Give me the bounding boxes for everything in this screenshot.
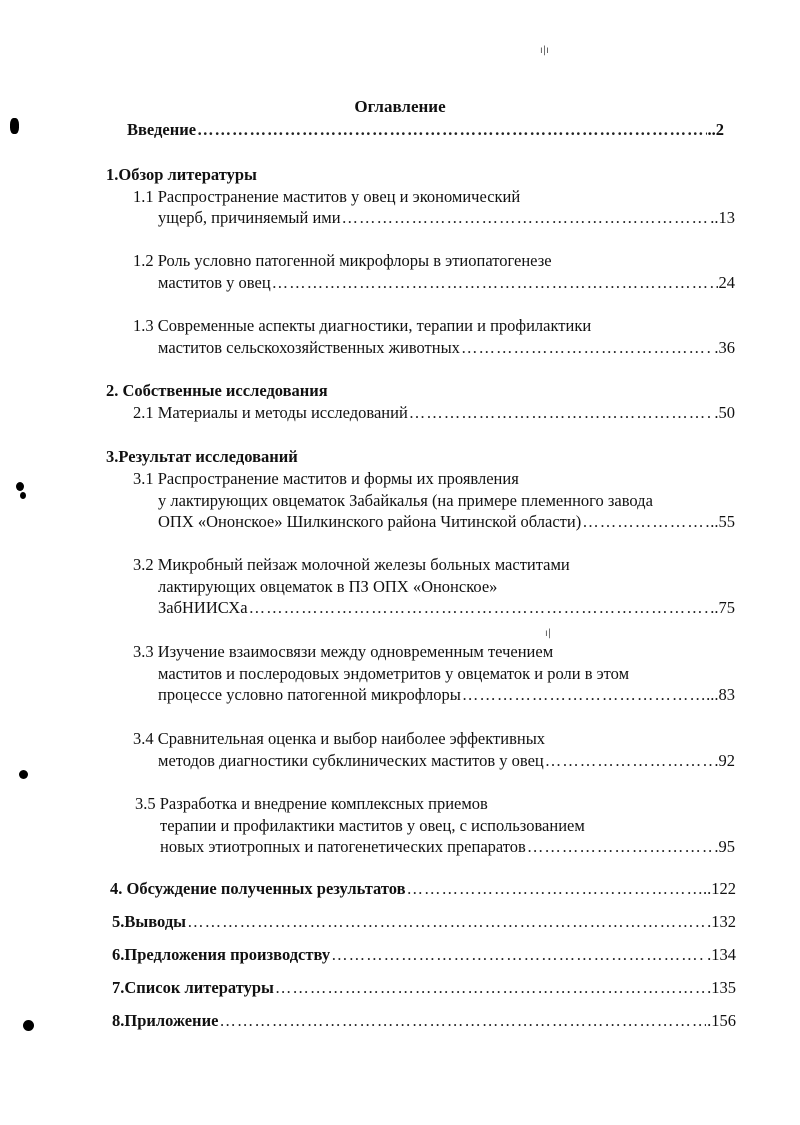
- page-number: .156: [707, 1011, 736, 1030]
- scan-speck: ı|ı: [540, 45, 549, 56]
- entry-text: 2.1 Материалы и методы исследований: [133, 403, 408, 422]
- toc-entry-1-2: [158, 272, 735, 293]
- scan-blot: [10, 118, 19, 134]
- entry-line: 1.1 Распространение маститов у овец и экономический: [133, 187, 521, 206]
- entry-text: ЗабНИИСХа: [158, 598, 248, 617]
- scan-blot: [20, 492, 26, 499]
- entry-text: ОПХ «Ононское» Шилкинского района Читинской области): [158, 512, 582, 531]
- entry-line: 1.2 Роль условно патогенной микрофлоры в этиопатогенезе: [133, 251, 552, 270]
- dot-leader: [407, 878, 702, 899]
- page-number: ...83: [706, 685, 735, 704]
- toc-entry-3-1: [158, 511, 735, 532]
- dot-leader: [527, 836, 714, 857]
- dot-leader: [331, 944, 706, 965]
- dot-leader: [272, 272, 718, 293]
- entry-text: маститов у овец: [158, 273, 271, 292]
- toc-entry-4: [110, 878, 736, 899]
- dot-leader: [582, 511, 709, 532]
- scan-blot: [19, 770, 28, 779]
- entry-text: 6.Предложения производству: [112, 945, 331, 964]
- page-number: .132: [707, 912, 736, 931]
- dot-leader: [197, 119, 706, 140]
- dot-leader: [461, 337, 713, 358]
- section-heading: 3.Результат исследований: [106, 447, 298, 466]
- entry-text: методов диагностики субклинических маститов у овец: [158, 751, 544, 770]
- entry-line: 3.3 Изучение взаимосвязи между одновременным течением: [133, 642, 554, 661]
- entry-line: 3.2 Микробный пейзаж молочной железы больных маститами: [133, 555, 570, 574]
- toc-entry-2-1: [133, 402, 735, 423]
- entry-text: новых этиотропных и патогенетических препаратов: [160, 837, 526, 856]
- entry-line: у лактирующих овцематок Забайкалья (на примере племенного завода: [158, 491, 653, 510]
- toc-entry-6: [112, 944, 736, 965]
- entry-text: маститов сельскохозяйственных животных: [158, 338, 460, 357]
- entry-text: Введение: [127, 120, 197, 139]
- page-number: .50: [714, 403, 735, 422]
- toc-entry-1-1: [158, 207, 735, 228]
- scan-blot: [16, 482, 24, 491]
- toc-entry-3-5: [160, 836, 735, 857]
- entry-text: ущерб, причиняемый ими: [158, 208, 341, 227]
- entry-line: 3.1 Распространение маститов и формы их проявления: [133, 469, 519, 488]
- toc-entry-5: [112, 911, 736, 932]
- entry-line: терапии и профилактики маститов у овец, с использованием: [160, 816, 585, 835]
- dot-leader: [275, 977, 706, 998]
- dot-leader: [545, 750, 714, 771]
- scan-blot: [23, 1020, 34, 1031]
- page-number: .92: [714, 751, 735, 770]
- section-heading: 1.Обзор литературы: [106, 165, 257, 184]
- entry-text: 4. Обсуждение полученных результатов: [110, 879, 406, 898]
- toc-entry-7: [112, 977, 736, 998]
- entry-line: 1.3 Современные аспекты диагностики, терапии и профилактики: [133, 316, 592, 335]
- entry-text: 7.Список литературы: [112, 978, 274, 997]
- page-number: .134: [707, 945, 736, 964]
- dot-leader: [219, 1010, 706, 1031]
- entry-line: 3.5 Разработка и внедрение комплексных приемов: [135, 794, 488, 813]
- page-number: .36: [714, 338, 735, 357]
- dot-leader: [409, 402, 714, 423]
- entry-line: маститов и послеродовых эндометритов у овцематок и роли в этом: [158, 664, 630, 683]
- dot-leader: [187, 911, 706, 932]
- page-number: 24: [718, 273, 735, 292]
- entry-text: 8.Приложение: [112, 1011, 219, 1030]
- entry-line: лактирующих овцематок в ПЗ ОПХ «Ононское»: [158, 577, 498, 596]
- dot-leader: [249, 597, 710, 618]
- toc-entry-3-3: [158, 684, 735, 705]
- page-number: .95: [714, 837, 735, 856]
- scan-speck: ı|: [545, 628, 552, 639]
- page-number: ..122: [703, 879, 736, 898]
- toc-entry-intro: [127, 119, 724, 140]
- page-number: ..2: [707, 120, 724, 139]
- entry-line: 3.4 Сравнительная оценка и выбор наиболее эффективных: [133, 729, 546, 748]
- entry-text: 5.Выводы: [112, 912, 187, 931]
- dot-leader: [342, 207, 710, 228]
- toc-entry-3-4: [158, 750, 735, 771]
- toc-entry-8: [112, 1010, 736, 1031]
- page-number: ..75: [710, 598, 735, 617]
- toc-entry-1-3: [158, 337, 735, 358]
- toc-title: Оглавление: [354, 97, 446, 116]
- toc-entry-3-2: [158, 597, 735, 618]
- page-number: ..55: [710, 512, 735, 531]
- page-number: ..13: [710, 208, 735, 227]
- dot-leader: [462, 684, 705, 705]
- section-heading: 2. Собственные исследования: [106, 381, 328, 400]
- page-number: .135: [707, 978, 736, 997]
- entry-text: процессе условно патогенной микрофлоры: [158, 685, 461, 704]
